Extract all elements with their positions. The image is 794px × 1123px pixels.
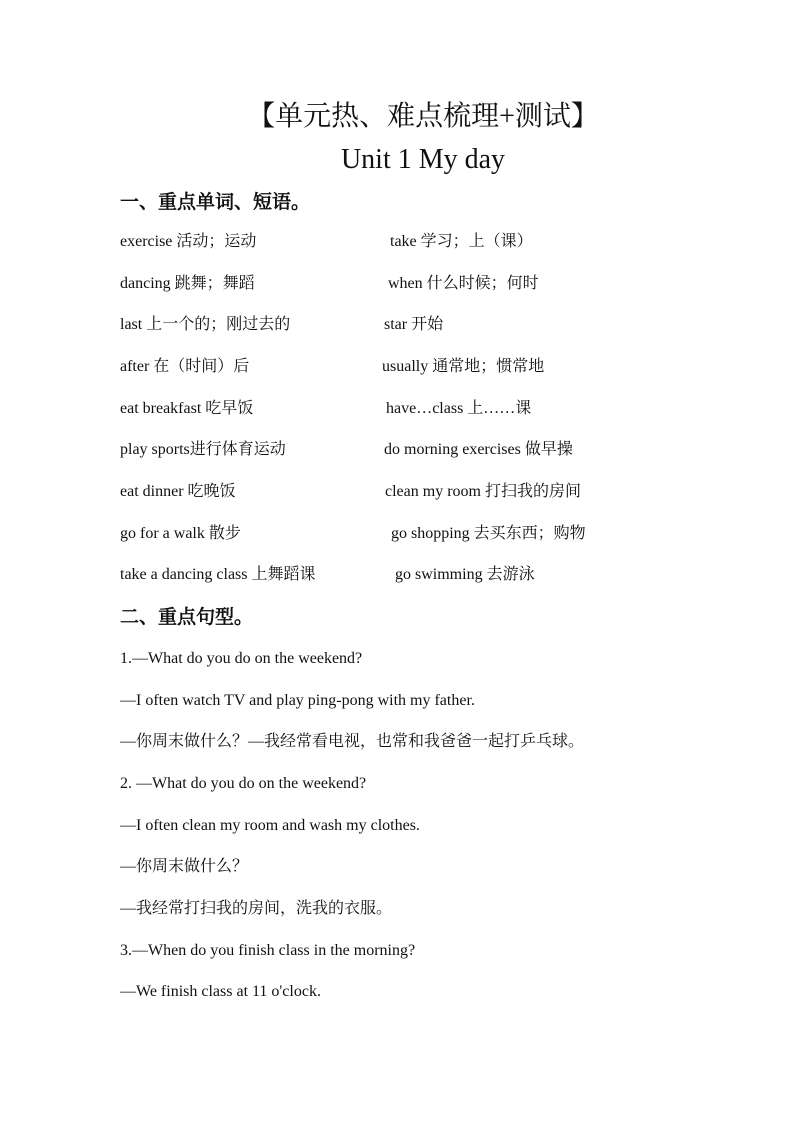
vocab-item: usually 通常地；惯常地 — [382, 358, 545, 375]
vocab-row — [0, 271, 794, 297]
section-heading-vocabulary: 一、重点单词、短语。 — [120, 191, 311, 213]
sentence-line: —We finish class at 11 o'clock. — [120, 983, 321, 1000]
vocab-row — [0, 521, 794, 547]
vocab-row — [0, 229, 794, 255]
vocab-item: dancing 跳舞；舞蹈 — [120, 275, 255, 292]
sentence-line: —我经常打扫我的房间，洗我的衣服。 — [120, 900, 393, 917]
sentence-line: —你周末做什么？—我经常看电视，也常和我爸爸一起打乒乓球。 — [120, 733, 585, 750]
vocab-row — [0, 437, 794, 463]
sentence-line: —I often watch TV and play ping-pong with my father. — [120, 692, 475, 709]
vocab-item: take 学习；上（课） — [390, 233, 533, 250]
vocab-item: eat dinner 吃晚饭 — [120, 483, 236, 500]
vocab-item: go swimming 去游泳 — [395, 566, 535, 583]
unit-title: Unit 1 My day — [340, 144, 506, 175]
vocab-item: do morning exercises 做早操 — [384, 441, 573, 458]
vocab-item: take a dancing class 上舞蹈课 — [120, 566, 316, 583]
vocab-item: eat breakfast 吃早饭 — [120, 400, 254, 417]
vocab-item: when 什么时候；何时 — [388, 275, 539, 292]
vocab-item: exercise 活动；运动 — [120, 233, 257, 250]
sentence-line: 3.—When do you finish class in the morning? — [120, 942, 416, 959]
document-title: 【单元热、难点梳理+测试】 — [247, 101, 599, 132]
vocab-row — [0, 396, 794, 422]
sentence-line: 1.—What do you do on the weekend? — [120, 650, 363, 667]
sentence-line: 2. —What do you do on the weekend? — [120, 775, 367, 792]
sentence-line: —I often clean my room and wash my clothes. — [120, 817, 420, 834]
vocab-row — [0, 312, 794, 338]
vocab-item: clean my room 打扫我的房间 — [385, 483, 581, 500]
sentence-line: —你周末做什么？ — [120, 858, 249, 875]
vocab-item: after 在（时间）后 — [120, 358, 250, 375]
section-heading-sentences: 二、重点句型。 — [120, 606, 254, 628]
vocab-row — [0, 562, 794, 588]
vocab-row — [0, 354, 794, 380]
vocab-item: star 开始 — [384, 316, 444, 333]
vocab-item: last 上一个的；刚过去的 — [120, 316, 291, 333]
vocab-item: go for a walk 散步 — [120, 525, 241, 542]
vocab-item: have…class 上……课 — [386, 400, 532, 417]
vocab-item: go shopping 去买东西；购物 — [391, 525, 586, 542]
vocab-row — [0, 479, 794, 505]
vocab-item: play sports进行体育运动 — [120, 441, 286, 458]
